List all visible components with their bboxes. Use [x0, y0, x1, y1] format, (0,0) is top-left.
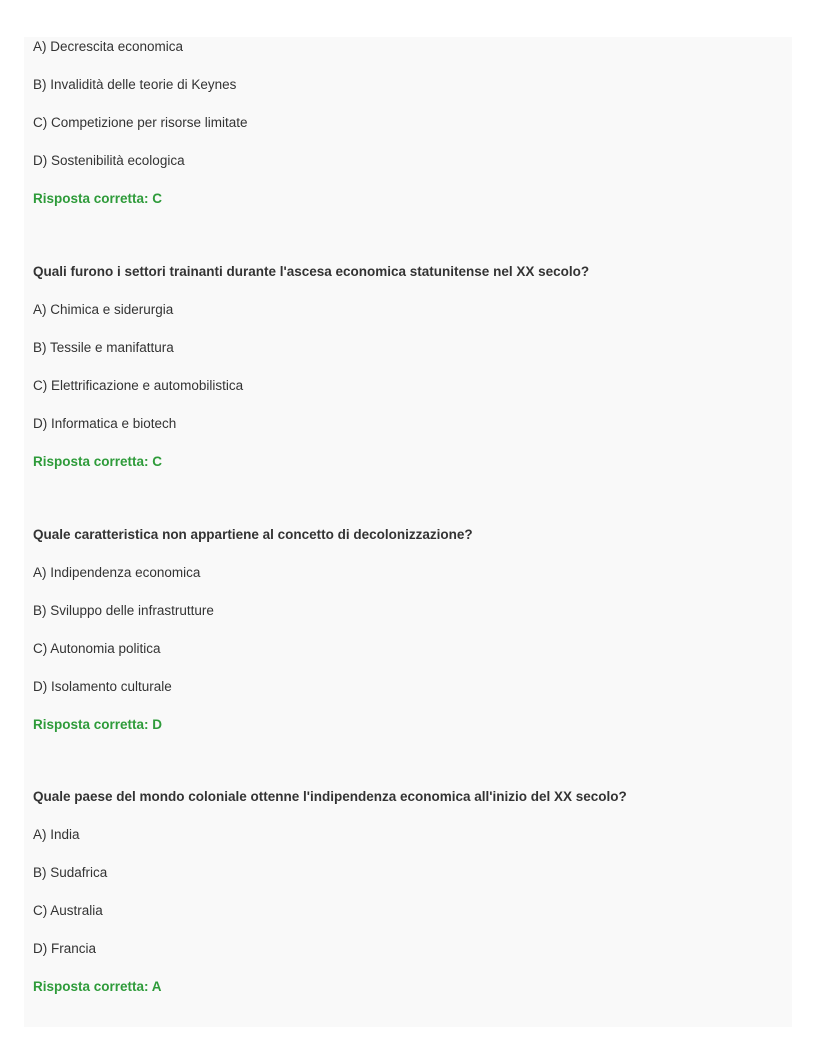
answer-option-b: B) Sviluppo delle infrastrutture: [33, 603, 214, 618]
answer-option-d: D) Sostenibilità ecologica: [33, 153, 185, 168]
answer-option-d: D) Isolamento culturale: [33, 679, 172, 694]
question-text: Quale caratteristica non appartiene al concetto di decolonizzazione?: [33, 527, 473, 542]
quiz-block: [33, 527, 783, 733]
quiz-block: [33, 264, 783, 470]
answer-option-c: C) Elettrificazione e automobilistica: [33, 378, 244, 393]
answer-option-b: B) Sudafrica: [33, 865, 108, 880]
answer-option-d: D) Informatica e biotech: [33, 416, 177, 431]
answer-option-c: C) Australia: [33, 903, 103, 918]
question-text: Quale paese del mondo coloniale ottenne l'indipendenza economica all'inizio del XX secolo?: [33, 789, 627, 804]
answer-option-b: B) Invalidità delle teorie di Keynes: [33, 77, 237, 92]
quiz-block: [33, 789, 783, 995]
correct-answer: Risposta corretta: A: [33, 979, 162, 994]
correct-answer: Risposta corretta: C: [33, 191, 163, 206]
answer-option-a: A) Chimica e siderurgia: [33, 302, 174, 317]
correct-answer: Risposta corretta: D: [33, 717, 163, 732]
correct-answer: Risposta corretta: C: [33, 454, 163, 469]
answer-option-a: A) India: [33, 827, 80, 842]
answer-option-a: A) Decrescita economica: [33, 39, 184, 54]
answer-option-b: B) Tessile e manifattura: [33, 340, 174, 355]
answer-option-a: A) Indipendenza economica: [33, 565, 201, 580]
quiz-block: [33, 39, 783, 207]
quiz-card: [24, 37, 792, 1027]
answer-option-c: C) Autonomia politica: [33, 641, 161, 656]
answer-option-c: C) Competizione per risorse limitate: [33, 115, 248, 130]
question-text: Quali furono i settori trainanti durante l'ascesa economica statunitense nel XX secolo?: [33, 264, 590, 279]
answer-option-d: D) Francia: [33, 941, 97, 956]
